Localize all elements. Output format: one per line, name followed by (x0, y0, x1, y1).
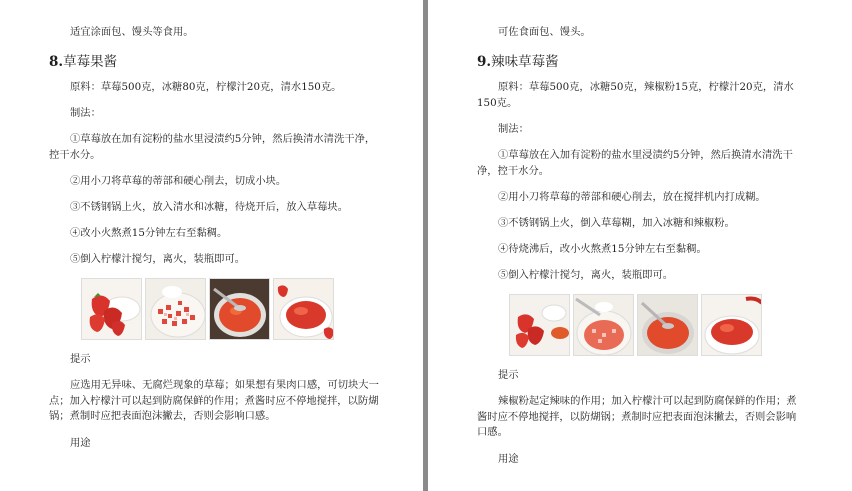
method-step: ③不锈钢锅上火，放入清水和冰糖，待烧开后，放入草莓块。 (70, 201, 349, 213)
tip-label: 提示 (498, 369, 519, 381)
tip-label: 提示 (70, 353, 91, 365)
method-step: ②用小刀将草莓的蒂部和硬心削去，放在搅拌机内打成糊。 (498, 191, 766, 203)
tip-text: 应选用无异味、无腐烂现象的草莓；如果想有果肉口感，可切块大一点；加入柠檬汁可以起到防腐保鲜的作用；煮酱时应不停地搅拌，以防煳锅；煮制时应把表面泡沫撇去，否则会影响口感。 (49, 379, 379, 422)
strawberry-puree-photo (573, 294, 634, 356)
strawberry-photo (81, 278, 142, 340)
intro-line: 可佐食面包、馒头。 (498, 26, 591, 38)
method-step: ⑤倒入柠檬汁搅匀，离火，装瓶即可。 (498, 269, 674, 281)
method-label: 制法： (70, 107, 101, 119)
photo-strip (509, 294, 762, 356)
section-heading (477, 53, 799, 71)
section-number: 8. (49, 54, 64, 70)
document-page-left (0, 0, 423, 491)
usage-label: 用途 (498, 453, 519, 465)
method-step: ⑤倒入柠檬汁搅匀，离火，装瓶即可。 (70, 253, 246, 265)
intro-line: 适宜涂面包、馒头等食用。 (70, 26, 194, 38)
photo-strip (81, 278, 334, 340)
chopped-strawberry-photo (145, 278, 206, 340)
section-title: 辣味草莓酱 (491, 54, 559, 70)
ingredients-text: 原料：草莓500克，冰糖80克，柠檬汁20克，清水150克。 (70, 81, 342, 93)
section-number: 9. (477, 54, 492, 70)
cooking-jam-photo (637, 294, 698, 356)
tip-text: 辣椒粉起定辣味的作用；加入柠檬汁可以起到防腐保鲜的作用；煮酱时应不停地搅拌，以防煳锅；煮制时应把表面泡沫撇去，否则会影响口感。 (477, 395, 797, 438)
method-step: ①草莓放在加有淀粉的盐水里浸渍约5分钟，然后换清水清洗干净，控干水分。 (49, 133, 376, 161)
strawberry-chili-photo (509, 294, 570, 356)
method-step: ②用小刀将草莓的蒂部和硬心削去，切成小块。 (70, 175, 287, 187)
method-step: ③不锈钢锅上火，倒入草莓糊，加入冰糖和辣椒粉。 (498, 217, 735, 229)
section-heading (49, 53, 379, 71)
ingredients-block (49, 80, 379, 96)
finished-jam-photo (701, 294, 762, 356)
document-page-right (428, 0, 852, 491)
cooking-jam-photo (209, 278, 270, 340)
method-step: ①草莓放在入加有淀粉的盐水里浸渍约5分钟，然后换清水清洗干净，控干水分。 (477, 149, 793, 177)
section-title: 草莓果酱 (63, 54, 118, 70)
finished-jam-photo (273, 278, 334, 340)
ingredients-text: 原料：草莓500克，冰糖50克，辣椒粉15克，柠檬汁20克，清水150克。 (477, 81, 794, 109)
usage-label: 用途 (70, 437, 91, 449)
method-step: ④待烧沸后，改小火熬煮15分钟左右至黏稠。 (498, 243, 707, 255)
method-label: 制法： (498, 123, 529, 135)
method-step: ④改小火熬煮15分钟左右至黏稠。 (70, 227, 228, 239)
page-content (49, 25, 379, 41)
